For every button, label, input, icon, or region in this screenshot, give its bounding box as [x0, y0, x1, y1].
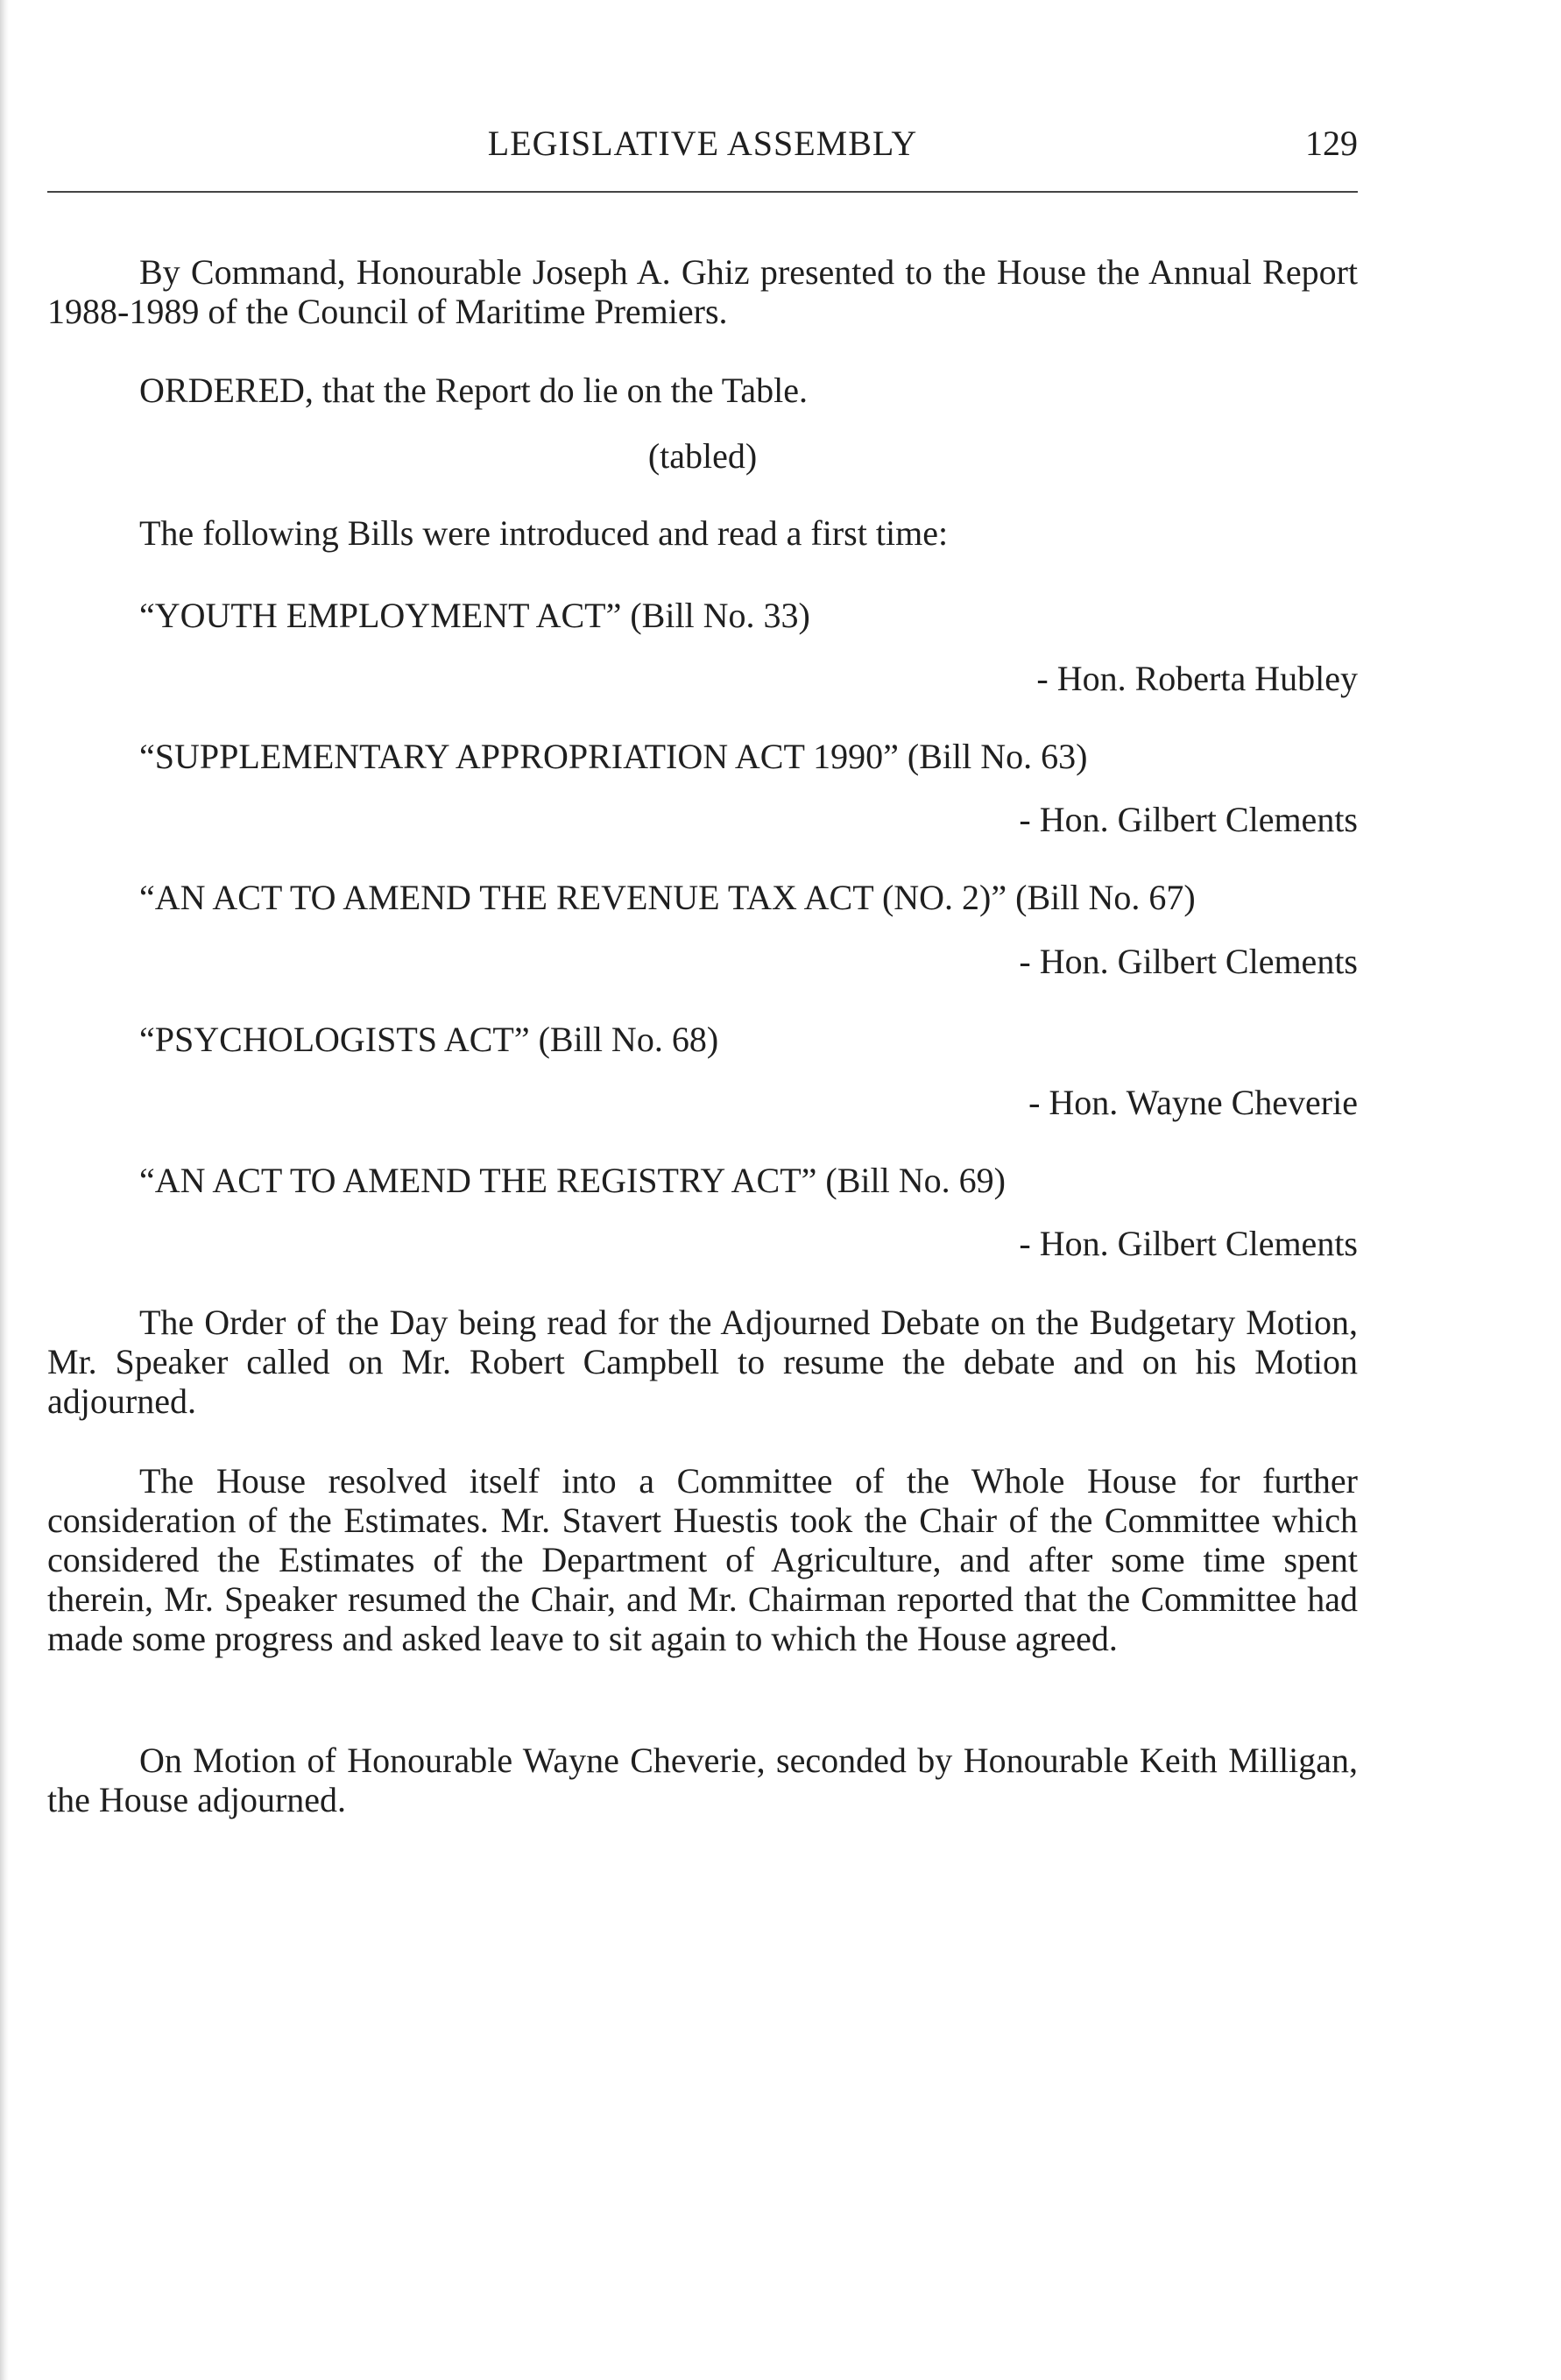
committee-paragraph: The House resolved itself into a Committee of the Whole House for further consideration of the Estimates. Mr. Stavert Huestis took the Chair of the Committee which considered the Estimates of the Department of Agriculture, and after some time spent therein, Mr. Speaker resumed the Chair, and Mr. Chairman reported that the Committee had made some progress and asked leave to sit again to which the House agreed. [47, 1461, 1358, 1658]
order-of-day-paragraph: The Order of the Day being read for the Adjourned Debate on the Budgetary Motion, Mr. Speaker called on Mr. Robert Campbell to resume the debate and on his Motion adjourned. [47, 1303, 1358, 1421]
bill-sponsor: - Hon. Roberta Hubley [1036, 659, 1358, 698]
bill-title: “PSYCHOLOGISTS ACT” (Bill No. 68) [139, 1020, 719, 1059]
bill-title: “YOUTH EMPLOYMENT ACT” (Bill No. 33) [139, 596, 810, 635]
bills-intro: The following Bills were introduced and read a first time: [139, 513, 949, 553]
report-paragraph: By Command, Honourable Joseph A. Ghiz presented to the House the Annual Report 1988-1989 of the Council of Maritime Premiers. [47, 252, 1358, 331]
bill-sponsor: - Hon. Gilbert Clements [1019, 800, 1358, 839]
running-head-title: LEGISLATIVE ASSEMBLY [487, 124, 918, 163]
bill-title: “SUPPLEMENTARY APPROPRIATION ACT 1990” (Bill No. 63) [139, 737, 1088, 776]
bill-sponsor: - Hon. Wayne Cheverie [1028, 1083, 1358, 1122]
bill-sponsor: - Hon. Gilbert Clements [1019, 1224, 1358, 1263]
ordered-paragraph: ORDERED, that the Report do lie on the Table. [139, 371, 808, 410]
scan-edge-shadow [0, 0, 9, 2380]
bill-title: “AN ACT TO AMEND THE REVENUE TAX ACT (NO. 2)” (Bill No. 67) [139, 878, 1196, 917]
tabled-note: (tabled) [647, 436, 758, 476]
page-number: 129 [1305, 124, 1358, 163]
bill-sponsor: - Hon. Gilbert Clements [1019, 942, 1358, 981]
header-rule [47, 191, 1358, 193]
adjournment-paragraph: On Motion of Honourable Wayne Cheverie, seconded by Honourable Keith Milligan, the House adjourned. [47, 1741, 1358, 1819]
bill-title: “AN ACT TO AMEND THE REGISTRY ACT” (Bill No. 69) [139, 1161, 1006, 1200]
running-head [47, 123, 1358, 166]
